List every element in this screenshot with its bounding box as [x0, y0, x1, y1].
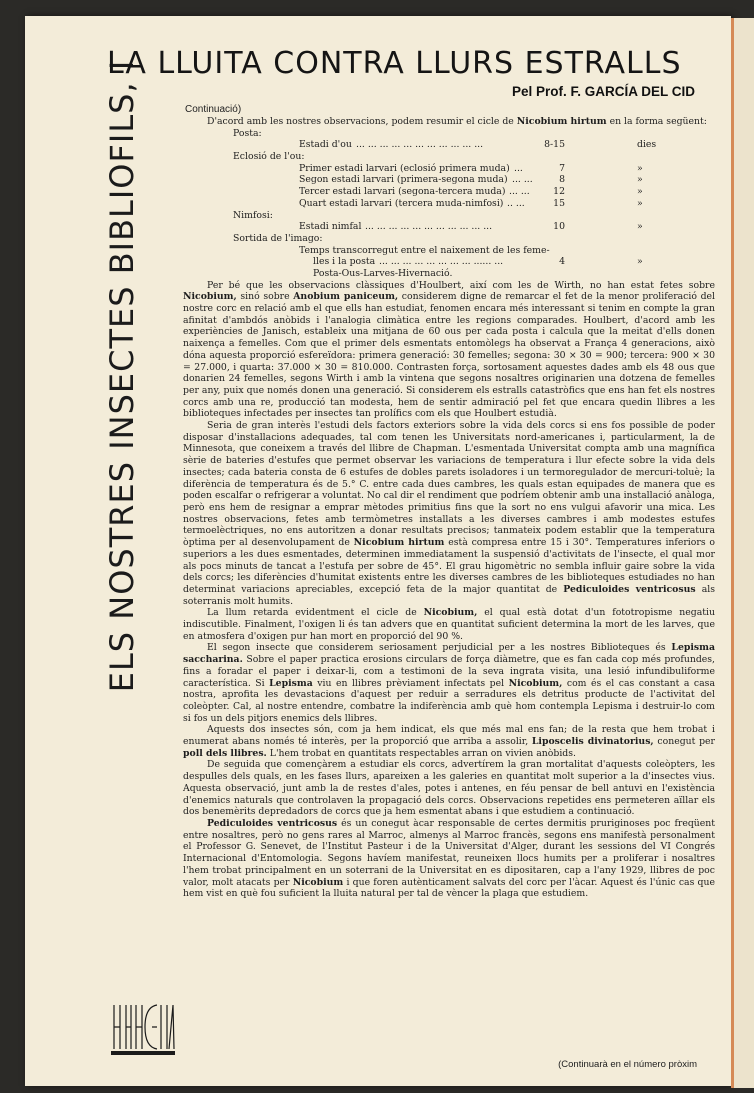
cycle-unit: »	[637, 256, 643, 268]
cycle-leader-dots: ... ... ... ... ... ... ... ... ... ... ...	[365, 221, 493, 233]
cycle-label: Eclosió de l'ou:	[233, 151, 305, 163]
article-body	[183, 116, 715, 900]
cycle-label: Quart estadi larvari (tercera muda-nimfosi)	[299, 197, 504, 209]
cycle-row	[183, 186, 715, 198]
higia-logo	[111, 1001, 175, 1061]
cycle-label: Primer estadi larvari (eclosió primera muda)	[299, 162, 510, 174]
cycle-row	[183, 174, 715, 186]
magazine-page	[25, 16, 731, 1086]
cycle-label: Posta:	[233, 127, 262, 139]
cycle-row	[183, 163, 715, 175]
cycle-leader-dots: ...	[514, 162, 523, 174]
cycle-row	[183, 128, 715, 140]
cycle-leader-dots: ... ...	[509, 186, 530, 198]
higia-logo-icon	[111, 1001, 175, 1061]
cycle-row	[183, 233, 715, 245]
cycle-label: Estadi d'ou	[299, 139, 352, 151]
cycle-unit: »	[637, 186, 643, 198]
cycle-row	[183, 245, 715, 257]
cycle-row	[183, 221, 715, 233]
cycle-leader-dots: .. ...	[507, 197, 525, 209]
article-title: LA LLUITA CONTRA LLURS ESTRALLS	[107, 46, 682, 81]
paragraph-7: Pediculoides ventricosus és un conegut àcar responsable de certes dermitis pruriginoses poc freqüent entre nosaltres, però no gens rares al Marroc, almenys al Marroc francès, segons ens manifestà personalment el Professor G. Senevet, de l'Institut Pasteur i de la Universitat d'Alger, durant les sessions del VI Congrés Internacional d'Entomologia. Segons havíem manifestat, reuneixen llocs humits per a proliferar i nosaltres l'hem trobat principalment en un soterrani de la Universitat en es dipositaren, cap a l'any 1929, llibres de poc valor, molt atacats per Nicobium i que foren autènticament salvats del corc per l'àcar. Aquest és l'únic cas que hem vist en què fou suficient la lluita natural per tal de vèncer la plaga que estudiem.	[183, 817, 715, 900]
cycle-label: Temps transcorregut entre el naixement de les feme-	[299, 244, 550, 256]
paragraph-3: La llum retarda evidentment el cicle de Nicobium, el qual està dotat d'un fototropisme negatiu indiscutible. Finalment, l'oxigen li és tan advers que en quantitat suficient determina la mort de les larves, que en atmosfera d'oxigen pur han mort en proporció del 90 %.	[183, 607, 715, 642]
cycle-duration: 8	[559, 174, 565, 186]
cycle-leader-dots: ... ...	[512, 174, 533, 186]
cycle-unit: »	[637, 221, 643, 233]
paragraph-intro: D'acord amb les nostres observacions, podem resumir el cicle de Nicobium hirtum en la forma següent:	[207, 116, 707, 127]
cycle-row	[183, 198, 715, 210]
cycle-label: Estadi nimfal	[299, 221, 362, 233]
vertical-series-title-text: ELS NOSTRES INSECTES BIBLIOFILS, I	[103, 59, 141, 693]
paragraph-6: De seguida que començàrem a estudiar els corcs, advertírem la gran mortalitat d'aquests coleòpters, les despulles dels quals, en les fases llurs, apareixen a les galeries en quantitat molt superior a la d'insectes vius. Aquesta observació, junt amb la de restes d'ales, potes i antenes, en féu pensar de bell antuvi en l'existència d'enemics naturals que controlaven la propagació dels corcs. Observacions repetides ens permeteren aïllar els dos benemèrits depredadors de corcs que ja hem esmentat abans i que estudiem a continuació.	[183, 759, 715, 818]
cycle-row	[183, 268, 715, 280]
cycle-row	[183, 139, 715, 151]
vertical-series-title	[77, 56, 167, 696]
cycle-unit: dies	[637, 139, 657, 151]
paragraph-4: El segon insecte que considerem seriosament perjudicial per a les nostres Biblioteques és Lepisma saccharina. Sobre el paper practica erosions circulars de força diàmetre, que es fan cada cop més profundes, fins a foradar el paper i deixar-li, com a testimoni de la seva ingrata visita, una lesió infundibuliforme característica. Si Lepisma viu en llibres prèviament infectats pel Nicobium, com és el cas constant a casa nostra, aprofita les devastacions d'aquest per reduir a serradures els detritus producte de l'activitat del coleòpter. Cal, al nostre entendre, combatre la indiferència amb què hom contempla Lepisma i destruir-lo com si fos un dels pitjors enemics dels llibres.	[183, 642, 715, 724]
cycle-leader-dots: ... ... ... ... ... ... ... ... ... ... ...	[356, 139, 484, 151]
cycle-label: Tercer estadi larvari (segona-tercera muda)	[299, 186, 506, 198]
cycle-unit: »	[637, 162, 643, 174]
continuation-note: Continuació)	[185, 104, 242, 115]
cycle-duration: 10	[553, 221, 565, 233]
cycle-duration: 7	[559, 162, 565, 174]
cycle-leader-dots: ... ... ... ... ... ... ... ... ...... ...	[379, 256, 504, 268]
cycle-label: Posta-Ous-Larves-Hivernació.	[313, 267, 453, 279]
cycle-label: Nimfosi:	[233, 209, 273, 221]
cycle-duration: 12	[553, 186, 565, 198]
cycle-row	[183, 151, 715, 163]
cycle-label: Sortida de l'imago:	[233, 232, 323, 244]
author-byline: Pel Prof. F. GARCÍA DEL CID	[511, 84, 695, 99]
cycle-label: Segon estadi larvari (primera-segona muda)	[299, 174, 508, 186]
cycle-duration: 15	[553, 197, 565, 209]
paragraph-1: Per bé que les observacions clàssiques d'Houlbert, així com les de Wirth, no han estat fetes sobre Nicobium, sinó sobre Anobium paniceum, considerem digne de remarcar el fet de la menor proliferació del nostre corc en relació amb el que ells han estudiat, fenomen encara més interessant si tenim en compte la gran afinitat d'ambdós anòbids i l'analogia climàtica entre les regions comparades. Houlbert, d'acord amb les experiències de Janisch, estableix una mitjana de 60 ous per cada posta i calcula que la meitat d'ells donen naixença a femelles. Com que el primer dels esmentats entomòlegs ha observat a França 4 generacions, això dóna aquesta proporció esfereïdora: primera generació: 30 femelles; segona: 30 × 30 = 900; tercera: 900 × 30 = 27.000, i quarta: 37.000 × 30 = 810.000. Contrasten força, sortosament aquestes dades amb els 48 ous que donarien 24 femelles, segons Wirth i amb la vintena que segons nosaltres originarien una dotzena de femelles per any, puix que només donen una generació. Si considerem els estralls catastròfics que ens han fet els nostres corcs amb una re, producció tan modesta, hem de sentir admiració pel fet que encara quedin llibres a les biblioteques infectades per insectes tan prolífics com els que Houlbert estudià.	[183, 279, 716, 420]
continued-next-note: (Continuarà en el número pròxim	[558, 1059, 697, 1070]
paragraph-5: Aquests dos insectes són, com ja hem indicat, els que més mal ens fan; de la resta que hem trobat i enumerat abans només té interès, per la proporció que arriba a assolir, Liposcelis divinatorius, conegut per poll dels llibres. L'hem trobat en quantitats respectables arran on vivien anòbids.	[183, 724, 715, 759]
cycle-row	[183, 256, 715, 268]
life-cycle-table	[183, 128, 715, 280]
cycle-label: lles i la posta	[313, 256, 376, 268]
cycle-row	[183, 210, 715, 222]
next-page-edge	[731, 18, 754, 1088]
cycle-duration: 4	[559, 256, 565, 268]
paragraph-2: Seria de gran interès l'estudi dels factors exteriors sobre la vida dels corcs si ens fos possible de poder disposar d'installacions adequades, tal com tenen les Universitats nord-americanes i, particularment, la de Minnesota, que coneixem a través del llibre de Chapman. L'esmentada Universitat compta amb una magnífica sèrie de bateries d'estufes que permet observar les variacions de temperatura i llur efecte sobre la vida dels insectes; cada bateria consta de 6 estufes de dobles parets isoladores i un termoregulador de mercuri-toluè; la diferència de temperatura és de 5.° C. entre cada dues cambres, les quals estan equipades de manera que es poden escalfar o refrigerar a voluntat. No cal dir el rendiment que podríem obtenir amb una installació anàloga, però ens hem de resignar a emprar mètodes primitius fins que la sort no ens vulgui afavorir una mica. Les nostres observacions, fetes amb termòmetres installats a les diverses cambres i amb modestes estufes termoelèctriques, no ens autoritzen a donar resultats precisos; tanmateix podem establir que la temperatura òptima per al desenvolupament de Nicobium hirtum està compresa entre 15 i 30°. Temperatures inferiors o superiors a les dues esmentades, determinen immediatament la suspensió d'activitats de l'insecte, el qual mor als pocs minuts de tancat a l'estufa per sobre de 45°. El grau higomètric no sembla influir gaire sobre la vida dels corcs; les diferències d'humitat existents entre les diverses cambres de les biblioteques estudiades no han determinat variacions apreciables, excepció feta de la major quantitat de Pediculoides ventricosus als soterranis molt humits.	[183, 420, 716, 607]
cycle-unit: »	[637, 174, 643, 186]
cycle-unit: »	[637, 197, 643, 209]
cycle-duration: 8-15	[544, 139, 565, 151]
